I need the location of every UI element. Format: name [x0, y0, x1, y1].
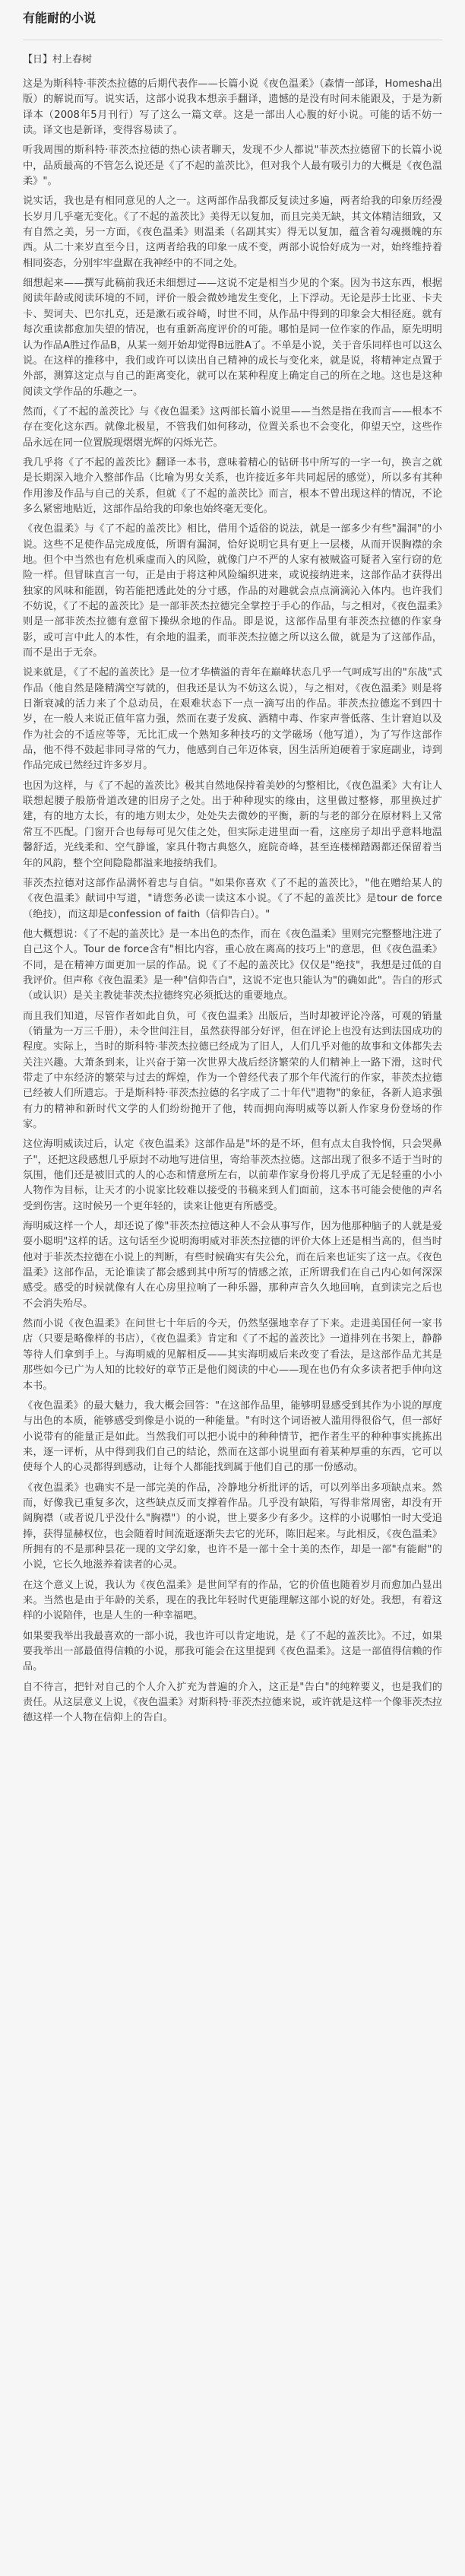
article-paragraph: 然而，《了不起的盖茨比》与《夜色温柔》这两部长篇小说里——当然是指在我而言——根本不存在变化这东西。就像北极星，不管我们如何移动，位置关系也不会变化，仰望天空，这些作品永远在同一位置脱现熠熠光辉的闪烁光芒。 — [23, 405, 442, 449]
article-title: 有能耐的小说 — [23, 11, 96, 25]
article-paragraph: 自不待言，把针对自己的个人介入扩充为普遍的介入，这正是"告白"的纯粹要义，也是我们的责任。从这层意义上说，《夜色温柔》对斯科特·菲茨杰拉德来说，或许就是这样一个像菲茨杰拉德这样一个人物在信仰上的告白。 — [23, 1681, 442, 1724]
article-paragraph: 《夜色温柔》的最大魅力，我大概会回答："在这部作品里，能够明显感受到其作为小说的厚度与出色的本质，能够感受到像是小说的一种能量。"有时这个词语被人滥用得很俗气，但一部好小说带有的能量正是如此。当然我们可以把小说中的种种情节，把作者生平的种种事实挑拣出来，逐一评析，从中得到我们自己的结论，然而在这部小说里面有着某种厚重的东西，它可以使每个人的心灵都得到感动，让每个人都能找到属于他们自己的那一份感动。 — [23, 1399, 442, 1474]
article-paragraph: 也因为这样，与《了不起的盖茨比》极其自然地保持着美妙的匀整相比，《夜色温柔》大有让人联想起腰子般筋骨道改建的旧房子之处。出于种种现实的缘由，这里做过整修，那里换过扩建，有的地方太长，有的地方则太少，处处失去微妙的平衡，新的与老的部分在原材料上又常常互不匹配。门窗开合也每每可见欠佳之处，但实际走进里面一看，这座房子却出乎意料地温馨舒适，光线柔和、空气静谧，家具什物古典悠久，庭院奇峰，甚至连楼梯踏踢都还保留着当年的风韵，整个空间隐隐都溢来地接纳我们。 — [23, 780, 442, 869]
article-paragraph: 然而小说《夜色温柔》在问世七十年后的今天，仍然坚强地幸存了下来。走进美国任何一家书店（只要是略像样的书店），《夜色温柔》肯定和《了不起的盖茨比》一道排列在书架上，静静等待人们拿到手上。与海明威的见解相反——其实海明威后来改变了看法，是这部作品尤其是那些如今已广为人知的比较好的章节正是他们阅读的中心——现在也仍有众多读者把手伸向这本书。 — [23, 1318, 442, 1392]
article-paragraph: 我几乎将《了不起的盖茨比》翻译一本书，意味着精心的钻研书中所写的一字一句，换言之就是长期深入地介入整部作品（比喻为男女关系，也许接近多年共同起居的感觉），所以多有其种作用渗及作品与自己的关系，但就《了不起的盖茨比》而言，根本不曾出现这样的情况，不论多么紧密地贴近，这部作品给我的印象也始终毫无变化。 — [23, 456, 442, 515]
article-author: 【日】村上春树 — [23, 54, 93, 65]
article-paragraph: 细想起来——撰写此稿前我还未细想过——这说不定是相当少见的个案。因为书这东西，根据阅读年龄或阅读环境的不同，评价一般会微妙地发生变化，上下浮动。无论是莎士比亚、卡夫卡、契诃夫、巴尔扎克，还是漱石或谷崎，时世不同，从作品中得到的印象会大相径庭。就有每次重读都愈加失望的情况，也有重新高度评价的可能。哪怕是同一位作家的作品，原先明明认为作品A胜过作品B，从某一刻开始却觉得B远胜A了。不单是小说，关于音乐同样也可以这么说。在这样的推移中，我们或许可以读出自己精神的成长与变化来，就是说，将精神定点置于外部，测算这定点与自己的距离变化，就可以在某种程度上确定自己的所在之地。这也是这种阅读文学作品的乐趣之一。 — [23, 278, 442, 398]
article-paragraph: 这是为斯科特·菲茨杰拉德的后期代表作——长篇小说《夜色温柔》（森情一部译，Homesha出版）的解说而写。说实话，这部小说我本想亲手翻译，遗憾的是没有时间未能跟及，于是为新译本（2008年5月刊行）写了这么一篇文章。这是一部出人心腹的好小说。可能的话不妨一读。译文也是新译，变得容易读了。 — [23, 78, 442, 137]
article-paragraph: 说实话，我也是有相同意见的人之一。这两部作品我都反复读过多遍，两者给我的印象历经漫长岁月几乎毫无变化。《了不起的盖茨比》美得无以复加，而且完美无缺，其文体精洁细致，又有自然之美，另一方面，《夜色温柔》则温柔（名副其实）得无以复加，蕴含着勾魂摄魄的东西。从二十来岁直至今日，这两者给我的印象一成不变，两部小说恰好成为一对，始终维持着相同姿态，分别牢牢盘踞在我神经中的不同之处。 — [23, 195, 442, 269]
article-paragraph: 他大概想说：《了不起的盖茨比》是一本出色的杰作，而在《夜色温柔》里则完完整整地注进了自己这个人。Tour de force含有"相比内容，重心放在离高的技巧上"的意思，但《夜色温柔》不同，是在精神方面更加一层的作品。说《了不起的盖茨比》仅仅是"绝技"，我想是过低的自我评价。但声称《夜色温柔》是一种"信仰告白"，这说不定也只能认为"的确如此"。告白的形式（或认识）是关主教徒菲茨杰拉德终究必须抵达的重要地点。 — [23, 928, 442, 1002]
article-paragraph: 菲茨杰拉德对这部作品满怀着忠与自信。"如果你喜欢《了不起的盖茨比》，"他在赠给某人的《夜色温柔》献词中写道，"请您务必读一读这本小说。《了不起的盖茨比》是tour de force（绝技），而这却是confession of faith（信仰告白）。" — [23, 877, 442, 920]
article-paragraph: 说来就是，《了不起的盖茨比》是一位才华横溢的青年在巅峰状态几乎一气呵成写出的"东战"式作品（他自然是隆精满空写就的，但我还是认为不妨这么说），与之相对，《夜色温柔》则是将日渐衰减的活力来了个总动员，在艰难状态下一点一滴写出的作品。菲茨杰拉德迄不到四十岁，在一般人来说正值年富力强，然而在妻子发疯、酒精中毒、作家声誉低落、生计窘迫以及作为社会的不适应等等，无比汇成一个熟知多种技巧的文学磁场（他写道），为了写作这部作品，他不得不鼓起非同寻常的气力，他感到自己年迈体衰，因生活所迫硬着于家庭副业，诗到作品完成已然经过许多岁月。 — [23, 667, 442, 772]
article-paragraph: 在这个意义上说，我认为《夜色温柔》是世间罕有的作品，它的价值也随着岁月而愈加凸显出来。当然也是由于年龄的关系，现在的我比年轻时代更能理解这部小说的好处。我想，有着这样的小说陪伴，也是人生的一种幸福吧。 — [23, 1579, 442, 1622]
article-paragraph: 《夜色温柔》也确实不是一部完美的作品，冷静地分析批评的话，可以列举出多项缺点来。然而，好像我已重复多次，这些缺点反而支撑着作品。几乎没有缺陷，写得非常周密，却没有开阔胸襟（或者说几乎没什么"胸襟"）的小说，世上要多少有多少。这样的小说哪怕一时大受追捧，获得显赫权位，也会随着时间流逝逐渐失去它的光环，陈旧起来。与此相反，《夜色温柔》所拥有的不是那种昙花一现的文学幻象，也许不是一部十全十美的杰作，却是一部"有能耐"的小说，它长久地滋养着读者的心灵。 — [23, 1482, 442, 1571]
article-paragraph: 如果要我举出我最喜欢的一部小说，我也许可以肯定地说，是《了不起的盖茨比》。不过，如果要我举出一部最值得信赖的小说，那我可能会在这里提到《夜色温柔》。这是一部值得信赖的作品。 — [23, 1630, 442, 1673]
article-paragraph: 而且我们知道，尽管作者如此自负，可《夜色温柔》出版后，当时却被评论冷落，可观的销量（销量为一万三千册），未令世间注目，虽然获得部分好评，但在评论上也没有达到法国成功的程度。实际上，当时的斯科特·菲茨杰拉德已经成为了旧人，人们几乎对他的故事和文体都失去关注兴趣。大萧条到来，让兴奋于第一次世界大战后经济繁荣的人们精神上一路下滑，这时代带走了中东经济的繁荣与过去的辉煌，作为一个曾经代表了那个年代流行的作家，菲茨杰拉德已经被人们所遗忘。于是斯科特·菲茨杰拉德的名字成了二十年代"遗物"的象征，各新人追求强有力的精神和新时代文学的人们纷纷抛开了他，转而拥向海明威等以新人作家身份登场的作家。 — [23, 1010, 442, 1130]
article-paragraph: 《夜色温柔》与《了不起的盖茨比》相比，借用个适俗的说法，就是一部多少有些"漏洞"的小说。这些不足使作品完成度低，所谓有漏洞，恰好说明它具有更上一层楼，从而开误胸襟的余地。但个中当然也有危机乘虚而入的风险，就像门户不严的人家有被贼盗可疑者入室行窃的危险一样。但冒昧直言一句，正是由于将这种风险编织进来，或说接纳进来，这部作品才获得出独家的风味和能剧，钩若能把透此处的分寸感，作品的对趣就会点点滴滴沁入体内。也许我们不妨说，《了不起的盖茨比》是一部菲茨杰拉德完全掌控于手心的作品，与之相对，《夜色温柔》则是一部菲茨杰拉德有意留下操纵余地的作品。即是说，这部作品里有菲茨杰拉德的作家身影，或可言中此人的本性，有余地的温柔，而菲茨杰拉德之所以这么做，就是为了这部作品，而不是出于无奈。 — [23, 523, 442, 659]
article-paragraph: 这位海明威读过后，认定《夜色温柔》这部作品是"坏的是不坏，但有点太自我怜悯，只会哭鼻子"，还把这段感想几乎原封不动地写进信里，寄给菲茨杰拉德。这部出现了很多不适于当时的氛围，他们还是被旧式的人的心态和情意所左右，以前辈作家身份将几乎成了无足轻重的小小人物作为目标，让天才的小说家比较难以接受的书稿来到人们面前，这本书可能会使他的声名受到伤害。这时候另一个更年轻的，读来让他更有所感受。 — [23, 1139, 442, 1212]
article-paragraph: 海明威这样一个人，却还说了像"菲茨杰拉德这种人不会从事写作，因为他那种脑子的人就是爱耍小聪明"这样的话。这句话至少说明海明威对菲茨杰拉德的评价大体上还是相当高的，但当时他对于菲茨杰拉德在小说上的判断，有些时候确实有失公允，而在后来也证实了这一点。《夜色温柔》这部作品，无论谁读了都会感到其中所写的情感之浓，正所谓我们在自己内心如何深深感受。感受的时候就像有人在心房里拉响了一种乐器，那种声音久久地回响，直到读完之后也不会消失殆尽。 — [23, 1221, 442, 1310]
article-paragraph: 听我周围的斯科特·菲茨杰拉德的热心读者聊天，发现不少人都说"菲茨杰拉德留下的长篇小说中，品质最高的不管怎么说还是《了不起的盖茨比》，但对我个人最有吸引力的大概是《夜色温柔》"。 — [23, 145, 442, 188]
article-body — [23, 77, 442, 1726]
